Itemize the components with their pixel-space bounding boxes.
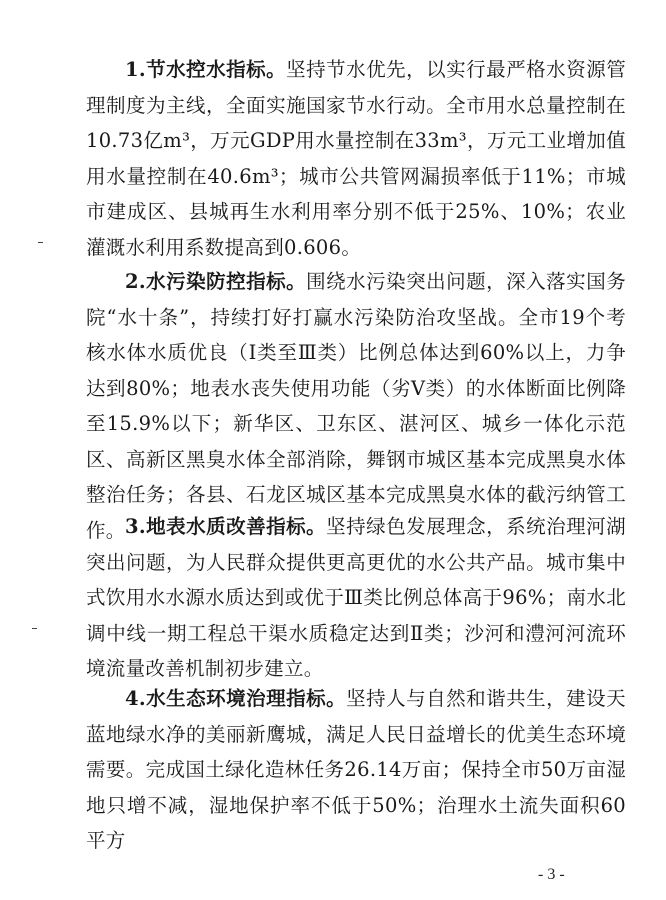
paragraph-pollution-control	[86, 264, 626, 548]
paragraph-surface-water-quality	[86, 509, 626, 687]
paragraph-heading: 3.地表水质改善指标。	[125, 515, 327, 538]
paragraph-body: 坚持节水优先，以实行最严格水资源管理制度为主线，全面实施国家节水行动。全市用水总量控制在10.73亿m³，万元GDP用水量控制在33m³，万元工业增加值用水量控制在40.6m³；城市公共管网漏损率低于11%；市城市建成区、县城再生水利用率分别不低于25%、10%；农业灌溉水利用系数提高到0.606。	[86, 58, 626, 259]
margin-mark	[38, 242, 43, 243]
paragraph-heading: 1.节水控水指标。	[125, 58, 287, 81]
paragraph-water-ecology	[86, 681, 626, 859]
paragraph-heading: 4.水生态环境治理指标。	[125, 687, 347, 710]
paragraph-body: 坚持人与自然和谐共生，建设天蓝地绿水净的美丽新鹰城，满足人民日益增长的优美生态环境需要。完成国土绿化造林任务26.14万亩；保持全市50万亩湿地只增不减，湿地保护率不低于50%；治理水土流失面积60平方	[86, 687, 626, 852]
paragraph-water-saving	[86, 52, 626, 265]
paragraph-body: 围绕水污染突出问题，深入落实国务院“水十条”，持续打好打赢水污染防治攻坚战。全市19个考核水体水质优良（Ⅰ类至Ⅲ类）比例总体达到60%以上，力争达到80%；地表水丧失使用功能（劣Ⅴ类）的水体断面比例降至15.9%以下；新华区、卫东区、湛河区、城乡一体化示范区、高新区黑臭水体全部消除，舞钢市城区基本完成黑臭水体整治任务；各县、石龙区城区基本完成黑臭水体的截污纳管工作。	[86, 270, 626, 542]
paragraph-body: 坚持绿色发展理念，系统治理河湖突出问题，为人民群众提供更高更优的水公共产品。城市集中式饮用水水源水质达到或优于Ⅲ类比例总体高于96%；南水北调中线一期工程总干渠水质稳定达到Ⅱ类；沙河和澧河河流环境流量改善机制初步建立。	[86, 515, 626, 680]
page-number: - 3 -	[538, 866, 565, 883]
paragraph-heading: 2.水污染防控指标。	[125, 270, 307, 293]
margin-mark	[32, 628, 37, 629]
